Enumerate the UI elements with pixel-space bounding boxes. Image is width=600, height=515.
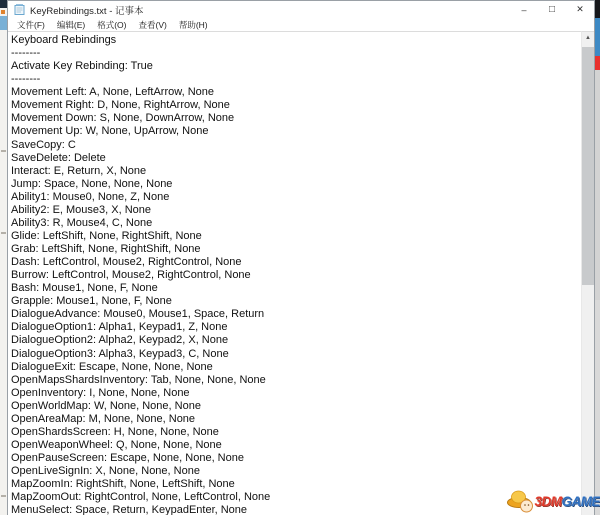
text-line: OpenLiveSignIn: X, None, None, None (11, 465, 200, 478)
text-line: Ability3: R, Mouse4, C, None (11, 216, 153, 229)
text-line: OpenShardsScreen: H, None, None, None (11, 425, 219, 438)
watermark-text-game: GAME (561, 493, 600, 509)
text-line: Burrow: LeftControl, Mouse2, RightControl, None (11, 269, 251, 282)
window-title: KeyRebindings.txt - 记事本 (30, 5, 144, 17)
notepad-icon (14, 4, 25, 15)
menu-item[interactable]: 查看(V) (138, 19, 167, 30)
text-line: DialogueOption2: Alpha2, Keypad2, X, None (11, 334, 229, 347)
background-mark (1, 495, 6, 497)
notepad-window (7, 0, 595, 515)
text-line: Dash: LeftControl, Mouse2, RightControl, None (11, 256, 242, 269)
text-line: OpenAreaMap: M, None, None, None (11, 412, 196, 425)
scroll-up-icon[interactable]: ▲ (585, 35, 591, 41)
vertical-scrollbar[interactable] (581, 31, 594, 515)
background-mark (1, 150, 6, 152)
text-area[interactable] (8, 31, 581, 515)
text-line: DialogueOption1: Alpha1, Keypad1, Z, None (11, 321, 228, 334)
text-line: SaveCopy: C (11, 138, 76, 151)
scrollbar-thumb[interactable] (582, 47, 594, 285)
text-line: OpenWorldMap: W, None, None, None (11, 399, 201, 412)
text-line: OpenWeaponWheel: Q, None, None, None (11, 438, 222, 451)
text-line: MapZoomOut: RightControl, None, LeftControl, None (11, 491, 271, 504)
text-line: OpenMapsShardsInventory: Tab, None, None, None (11, 373, 266, 386)
text-line: DialogueAdvance: Mouse0, Mouse1, Space, Return (11, 308, 265, 321)
close-button[interactable]: ✕ (576, 4, 584, 14)
text-line: MenuSelect: Space, Return, KeypadEnter, None (11, 504, 248, 515)
text-line: Ability1: Mouse0, None, Z, None (11, 190, 170, 203)
menu-bar (8, 18, 594, 31)
text-line: SaveDelete: Delete (11, 151, 106, 164)
text-line: Movement Down: S, None, DownArrow, None (11, 112, 235, 125)
watermark-text-3dm: 3DM (534, 493, 562, 509)
menu-item[interactable]: 格式(O) (97, 19, 127, 30)
3dmgame-watermark (507, 488, 600, 514)
menu-item[interactable]: 帮助(H) (178, 19, 208, 30)
background-window-left-sliver (0, 0, 7, 515)
title-bar[interactable] (8, 1, 594, 18)
text-line: MapZoomIn: RightShift, None, LeftShift, None (11, 478, 235, 491)
text-line: Bash: Mouse1, None, F, None (11, 282, 158, 295)
background-orange-mark (1, 10, 5, 14)
minimize-button[interactable]: – (521, 4, 527, 15)
text-line: Jump: Space, None, None, None (11, 177, 173, 190)
text-line: Ability2: E, Mouse3, X, None (11, 203, 152, 216)
3dm-mascot-icon (507, 488, 537, 514)
text-line: -------- (11, 73, 41, 86)
background-blue-strip (0, 16, 7, 30)
text-line: -------- (11, 47, 41, 60)
text-line: Activate Key Rebinding: True (11, 60, 153, 73)
text-line: DialogueOption3: Alpha3, Keypad3, C, None (11, 347, 229, 360)
text-line: Movement Left: A, None, LeftArrow, None (11, 86, 214, 99)
background-dark-strip (0, 0, 7, 8)
menu-item[interactable]: 文件(F) (17, 19, 45, 30)
background-mark (1, 232, 6, 234)
text-line: OpenInventory: I, None, None, None (11, 386, 190, 399)
text-line: Glide: LeftShift, None, RightShift, None (11, 229, 202, 242)
text-line: OpenPauseScreen: Escape, None, None, None (11, 452, 244, 464)
text-line: Grab: LeftShift, None, RightShift, None (11, 243, 201, 255)
text-line: Interact: E, Return, X, None (11, 164, 147, 177)
text-line: Grapple: Mouse1, None, F, None (11, 295, 172, 308)
maximize-button[interactable]: □ (548, 4, 556, 15)
window-controls (510, 1, 594, 18)
text-line: Movement Right: D, None, RightArrow, None (11, 99, 230, 112)
text-line: DialogueExit: Escape, None, None, None (11, 360, 213, 373)
text-line: Movement Up: W, None, UpArrow, None (11, 125, 209, 138)
menu-item[interactable]: 编辑(E) (56, 19, 86, 30)
text-line: Keyboard Rebindings (11, 34, 117, 46)
